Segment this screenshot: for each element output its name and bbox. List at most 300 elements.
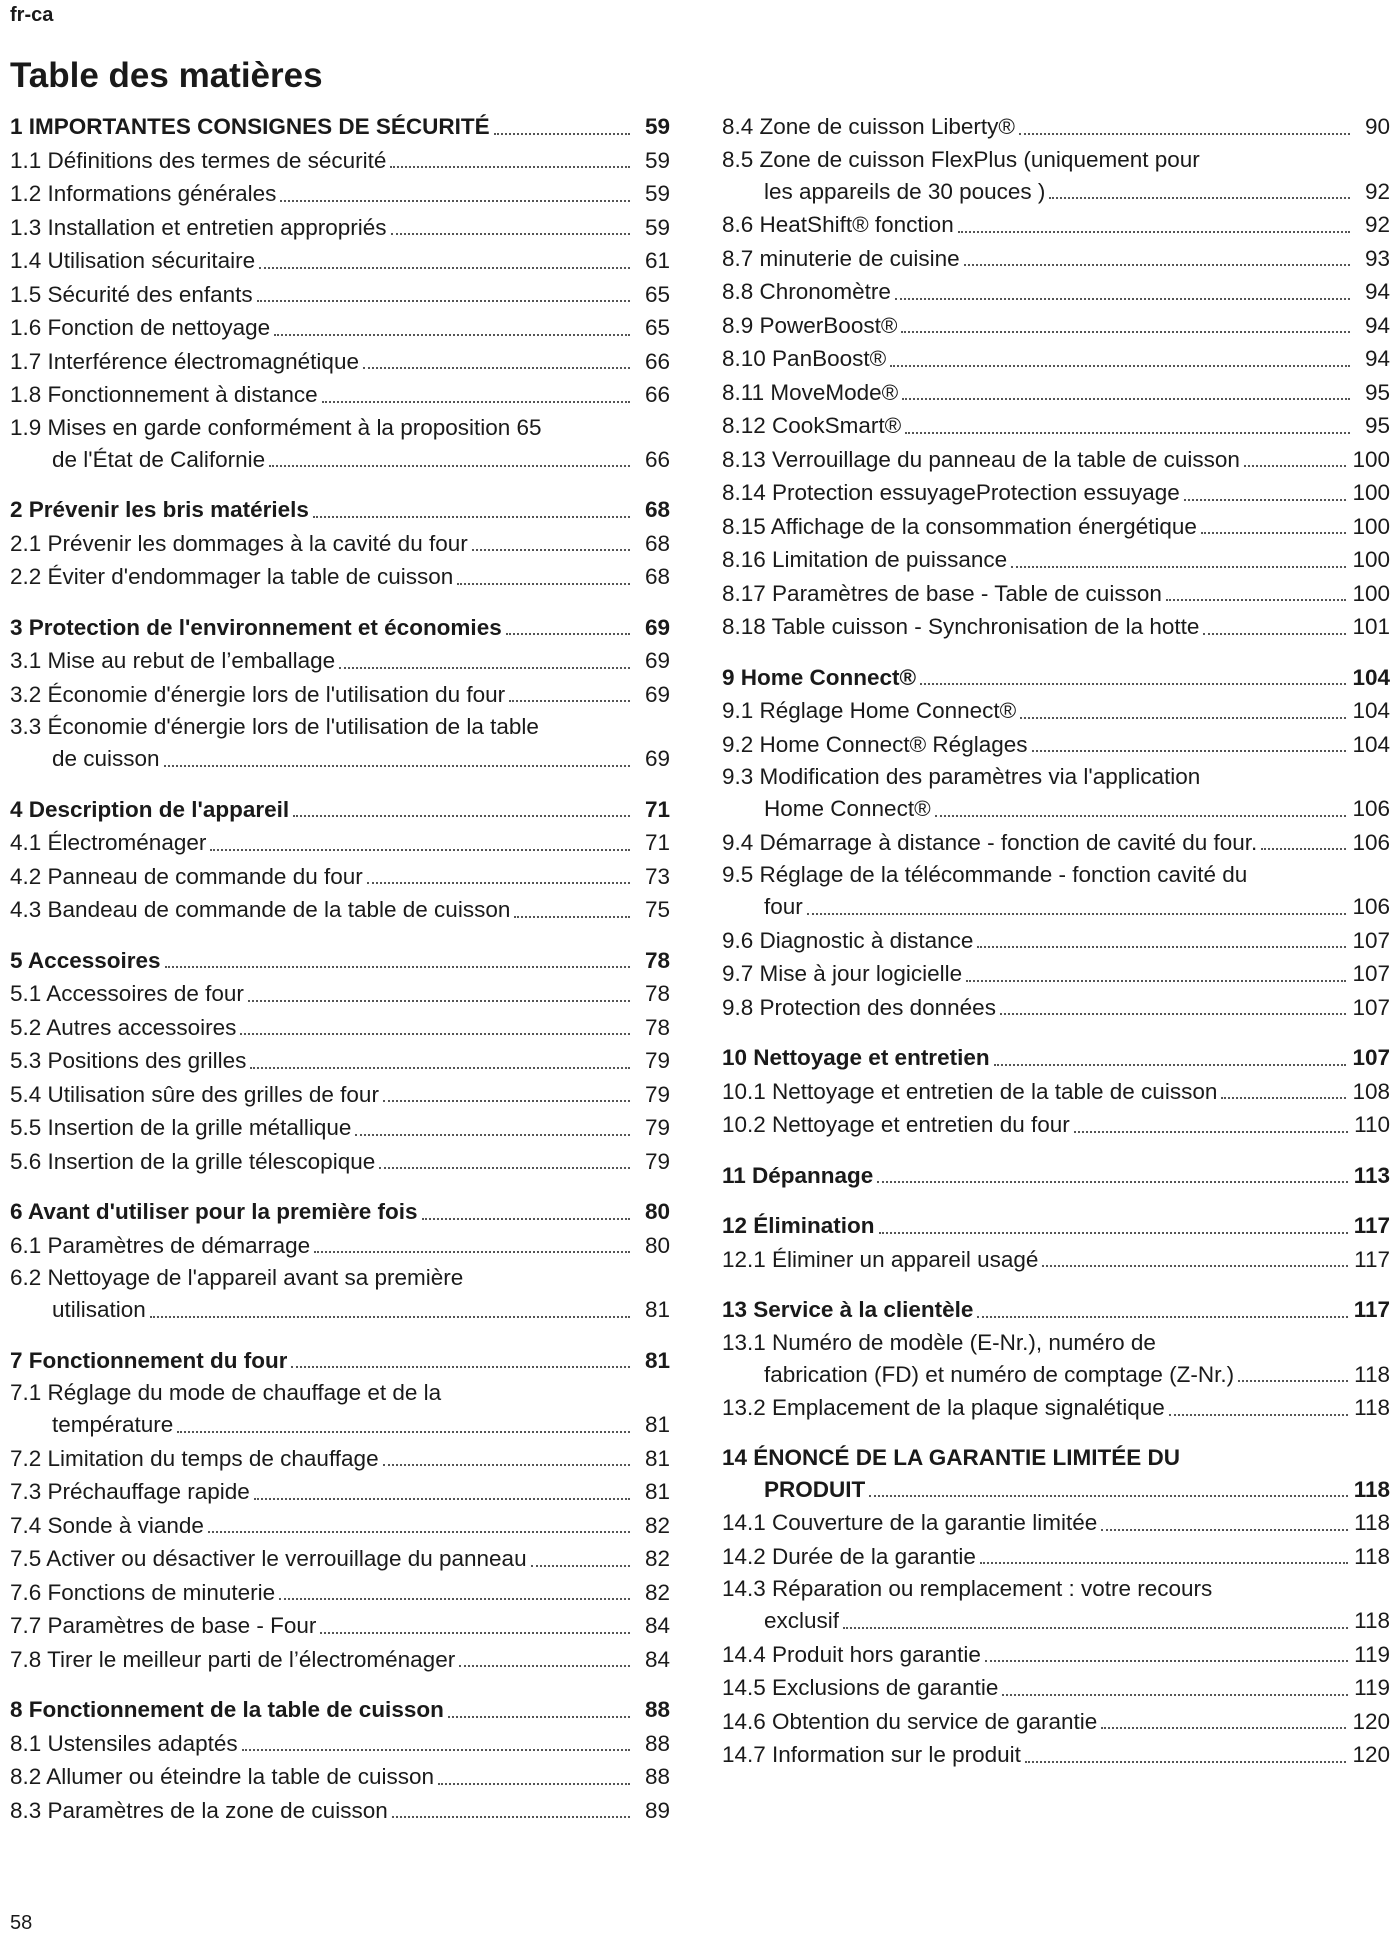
dot-leader [901, 331, 1350, 333]
toc-page-number: 119 [1354, 1675, 1390, 1700]
toc-entry[interactable] [10, 311, 670, 345]
dot-leader [459, 1665, 630, 1667]
toc-page-number: 59 [644, 114, 670, 139]
toc-entry-label: 9.1 Réglage Home Connect® [722, 698, 1017, 723]
toc-entry[interactable] [722, 694, 1390, 728]
toc-entry-label: 7.8 Tirer le meilleur parti de l’électroménager [10, 1646, 456, 1672]
toc-entry-label: 7.5 Activer ou désactiver le verrouillage du panneau [10, 1546, 527, 1571]
toc-entry-label-cont: de cuisson [52, 746, 160, 771]
toc-entry[interactable] [722, 761, 1390, 826]
toc-page-number: 118 [1354, 1361, 1390, 1387]
toc-entry[interactable] [10, 1609, 670, 1643]
toc-entry[interactable] [10, 644, 670, 678]
toc-section-entry[interactable] [10, 110, 670, 144]
dot-leader [150, 1316, 630, 1318]
toc-page-number: 92 [1364, 178, 1390, 204]
toc-entry[interactable] [722, 208, 1390, 242]
dot-leader [472, 549, 630, 551]
toc-page-number: 65 [644, 315, 670, 340]
toc-entry-label: 8.15 Affichage de la consommation énergétique [722, 513, 1197, 539]
toc-entry-label: 8.5 Zone de cuisson FlexPlus (uniquement pour [722, 146, 1200, 172]
toc-entry[interactable] [10, 211, 670, 245]
dot-leader [1221, 1097, 1346, 1099]
dot-leader [1101, 1529, 1348, 1531]
dot-leader [422, 1218, 630, 1220]
toc-page-number: 104 [1352, 731, 1390, 757]
toc-entry[interactable] [10, 1262, 670, 1327]
dot-leader [1169, 1414, 1348, 1416]
dot-leader [920, 683, 1346, 685]
toc-entry-label: 4.3 Bandeau de commande de la table de cuisson [10, 897, 511, 922]
toc-entry-label: 8 Fonctionnement de la table de cuisson [10, 1697, 444, 1722]
dot-leader [531, 1565, 630, 1567]
toc-entry-label: 8.13 Verrouillage du panneau de la table de cuisson [722, 446, 1240, 472]
toc-entry[interactable] [722, 409, 1390, 443]
toc-entry[interactable] [10, 1760, 670, 1794]
toc-entry-label: 8.2 Allumer ou éteindre la table de cuisson [10, 1764, 435, 1789]
toc-page-number: 69 [644, 746, 670, 771]
toc-page-number: 94 [1364, 346, 1390, 371]
toc-entry[interactable] [10, 1509, 670, 1543]
toc-entry-label: 1.9 Mises en garde conformément à la proposition 65 [10, 414, 542, 440]
toc-entry-label: 9 Home Connect® [722, 664, 917, 690]
dot-leader [1184, 499, 1347, 501]
toc-page-number: 110 [1354, 1112, 1390, 1137]
dot-leader [843, 1627, 1348, 1629]
toc-page-number: 104 [1352, 664, 1390, 690]
toc-entry-label: 8.8 Chronomètre [722, 279, 891, 304]
dot-leader [448, 1716, 630, 1718]
page-title: Table des matières [10, 56, 323, 95]
dot-leader [985, 1660, 1348, 1662]
dot-leader [977, 1316, 1347, 1318]
toc-entry-label: 7.1 Réglage du mode de chauffage et de la [10, 1380, 442, 1405]
toc-entry-label-cont: four [764, 894, 803, 919]
toc-entry[interactable] [722, 144, 1390, 209]
toc-entry-label: 8.6 HeatShift® fonction [722, 212, 954, 237]
toc-entry[interactable] [722, 1243, 1390, 1277]
toc-section-entry[interactable] [722, 1041, 1390, 1075]
toc-entry[interactable] [10, 1078, 670, 1112]
toc-entry-label-cont: température [52, 1412, 174, 1437]
toc-entry-label: 3 Protection de l'environnement et économies [10, 614, 502, 640]
dot-leader [494, 133, 630, 135]
toc-entry[interactable] [722, 610, 1390, 644]
toc-entry[interactable] [722, 991, 1390, 1025]
dot-leader [291, 1366, 630, 1368]
toc-entry[interactable] [10, 1576, 670, 1610]
toc-page-number: 101 [1352, 614, 1390, 639]
toc-page-number: 118 [1354, 1510, 1390, 1535]
toc-page-number: 69 [644, 614, 670, 640]
dot-leader [208, 1531, 630, 1533]
toc-entry[interactable] [722, 476, 1390, 510]
dot-leader [895, 298, 1350, 300]
toc-entry-label: 1.8 Fonctionnement à distance [10, 382, 318, 407]
toc-entry-label-cont: les appareils de 30 pouces ) [764, 178, 1046, 204]
toc-entry[interactable] [722, 275, 1390, 309]
toc-entry-label: 14.7 Information sur le produit [722, 1742, 1021, 1767]
toc-entry[interactable] [722, 1573, 1390, 1638]
toc-entry[interactable] [10, 977, 670, 1011]
toc-entry[interactable] [10, 1542, 670, 1576]
toc-entry[interactable] [722, 1327, 1390, 1392]
dot-leader [383, 1100, 630, 1102]
toc-page-number: 94 [1364, 312, 1390, 338]
toc-page-number: 107 [1352, 1045, 1390, 1070]
toc-entry-label: 1 IMPORTANTES CONSIGNES DE SÉCURITÉ [10, 114, 490, 139]
toc-page-number: 78 [644, 1014, 670, 1040]
toc-entry[interactable] [722, 1391, 1390, 1425]
toc-entry-label-cont: exclusif [764, 1608, 840, 1633]
toc-page-number: 88 [644, 1697, 670, 1722]
toc-section-entry[interactable] [10, 493, 670, 527]
toc-entry-label: 14.1 Couverture de la garantie limitée [722, 1510, 1098, 1535]
page-number: 58 [10, 1912, 33, 1934]
toc-page-number: 118 [1354, 1543, 1390, 1569]
toc-page-number: 119 [1354, 1641, 1390, 1667]
toc-entry[interactable] [10, 893, 670, 927]
toc-page-number: 100 [1352, 446, 1390, 472]
toc-section-entry[interactable] [10, 611, 670, 645]
dot-leader [1042, 1265, 1348, 1267]
toc-entry[interactable] [722, 1705, 1390, 1739]
dot-leader [869, 1495, 1347, 1497]
dot-leader [242, 1749, 630, 1751]
toc-page-number: 113 [1353, 1162, 1390, 1188]
dot-leader [935, 815, 1347, 817]
toc-entry-label: 3.1 Mise au rebut de l’emballage [10, 648, 336, 673]
toc-entry[interactable] [722, 728, 1390, 762]
toc-entry-label: 8.3 Paramètres de la zone de cuisson [10, 1797, 388, 1823]
dot-leader [1020, 717, 1346, 719]
toc-entry[interactable] [722, 924, 1390, 958]
toc-entry[interactable] [10, 1011, 670, 1045]
toc-entry-label: 8.11 MoveMode® [722, 379, 899, 405]
dot-leader [339, 667, 630, 669]
toc-page-number: 84 [644, 1613, 670, 1638]
dot-leader [313, 516, 630, 518]
toc-entry-label: 12.1 Éliminer un appareil usagé [722, 1246, 1039, 1272]
dot-leader [980, 1562, 1348, 1564]
dot-leader [392, 1816, 630, 1818]
toc-entry-label: 1.4 Utilisation sécuritaire [10, 248, 256, 273]
toc-page-number: 107 [1352, 927, 1390, 953]
dot-leader [293, 815, 630, 817]
toc-entry-label: 14 ÉNONCÉ DE LA GARANTIE LIMITÉE DU [722, 1444, 1180, 1470]
dot-leader [1074, 1131, 1348, 1133]
toc-entry[interactable] [722, 577, 1390, 611]
toc-section-entry[interactable] [722, 1442, 1390, 1507]
toc-page-number: 106 [1352, 829, 1390, 855]
toc-entry-label: 1.5 Sécurité des enfants [10, 281, 253, 307]
dot-leader [1032, 750, 1347, 752]
toc-entry-label: 14.4 Produit hors garantie [722, 1641, 981, 1667]
toc-entry-label: 3.3 Économie d'énergie lors de l'utilisation de la table [10, 714, 539, 739]
toc-entry[interactable] [10, 278, 670, 312]
dot-leader [438, 1783, 630, 1785]
toc-entry[interactable] [722, 242, 1390, 276]
dot-leader [320, 1632, 630, 1634]
toc-entry-label: 5.2 Autres accessoires [10, 1014, 237, 1040]
toc-page-number: 95 [1364, 413, 1390, 438]
toc-entry[interactable] [10, 711, 670, 776]
toc-entry-label: 8.4 Zone de cuisson Liberty® [722, 114, 1015, 139]
toc-entry-label-cont: fabrication (FD) et numéro de comptage (Z-Nr.) [764, 1361, 1235, 1387]
toc-entry-label: 9.3 Modification des paramètres via l'application [722, 764, 1201, 789]
toc-entry-label: 2 Prévenir les bris matériels [10, 497, 309, 522]
toc-page-number: 59 [644, 214, 670, 240]
toc-entry[interactable] [10, 1044, 670, 1078]
toc-entry[interactable] [722, 510, 1390, 544]
toc-entry-label: 1.1 Définitions des termes de sécurité [10, 147, 387, 173]
toc-entry-label: 14.3 Réparation ou remplacement : votre recours [722, 1576, 1213, 1601]
toc-entry-label: 1.2 Informations générales [10, 181, 277, 206]
toc-section-entry[interactable] [10, 1344, 670, 1378]
toc-page-number: 66 [644, 382, 670, 407]
toc-entry[interactable] [10, 378, 670, 412]
dot-leader [391, 233, 631, 235]
toc-entry-label: 4 Description de l'appareil [10, 796, 290, 822]
dot-leader [506, 633, 630, 635]
dot-leader [1201, 532, 1347, 534]
toc-section-entry[interactable] [10, 1693, 670, 1727]
toc-entry-label: 2.1 Prévenir les dommages à la cavité du four [10, 530, 468, 556]
toc-entry[interactable] [722, 543, 1390, 577]
dot-leader [1244, 465, 1347, 467]
dot-leader [1261, 848, 1346, 850]
toc-entry[interactable] [10, 1145, 670, 1179]
toc-entry-label: 1.7 Interférence électromagnétique [10, 348, 359, 374]
toc-page-number: 61 [644, 248, 670, 273]
toc-entry[interactable] [10, 1475, 670, 1509]
toc-page-number: 79 [644, 1081, 670, 1107]
toc-entry[interactable] [722, 1108, 1390, 1142]
toc-entry[interactable] [10, 1377, 670, 1442]
toc-entry[interactable] [722, 1540, 1390, 1574]
toc-entry-label: 7.6 Fonctions de minuterie [10, 1579, 276, 1605]
toc-entry-label: 13.2 Emplacement de la plaque signalétique [722, 1395, 1165, 1420]
toc-entry-label: 7.7 Paramètres de base - Four [10, 1613, 317, 1638]
toc-page-number: 75 [644, 897, 670, 922]
toc-entry-label: 11 Dépannage [722, 1162, 874, 1188]
toc-entry[interactable] [722, 1738, 1390, 1772]
toc-entry[interactable] [722, 1075, 1390, 1109]
toc-entry-label: 8.16 Limitation de puissance [722, 547, 1008, 572]
toc-entry[interactable] [722, 1671, 1390, 1705]
toc-right-column [722, 110, 1390, 1772]
dot-leader [355, 1134, 630, 1136]
toc-entry-label: 12 Élimination [722, 1213, 875, 1238]
toc-page-number: 118 [1353, 1476, 1390, 1502]
toc-page-number: 120 [1352, 1708, 1390, 1734]
toc-page-number: 71 [644, 796, 670, 822]
dot-leader [269, 465, 630, 467]
toc-entry-label: 8.10 PanBoost® [722, 346, 887, 371]
toc-entry-label: 5.4 Utilisation sûre des grilles de four [10, 1081, 379, 1107]
toc-entry-label: 8.1 Ustensiles adaptés [10, 1730, 238, 1756]
toc-page-number: 79 [644, 1048, 670, 1073]
dot-leader [165, 966, 630, 968]
toc-entry-label: 8.12 CookSmart® [722, 413, 902, 438]
dot-leader [807, 913, 1347, 915]
toc-section-entry[interactable] [722, 661, 1390, 695]
dot-leader [1025, 1761, 1347, 1763]
toc-entry-label: 1.6 Fonction de nettoyage [10, 315, 271, 340]
toc-page-number: 118 [1354, 1608, 1390, 1633]
toc-entry-label: 4.2 Panneau de commande du four [10, 863, 363, 889]
toc-entry-label-cont: utilisation [52, 1297, 146, 1322]
toc-page-number: 117 [1353, 1213, 1390, 1238]
toc-entry-label: 8.7 minuterie de cuisine [722, 245, 960, 271]
dot-leader [248, 1000, 630, 1002]
toc-section-entry[interactable] [10, 793, 670, 827]
dot-leader [890, 365, 1350, 367]
toc-entry[interactable] [722, 376, 1390, 410]
toc-left-column [10, 110, 670, 1827]
toc-entry[interactable] [10, 1229, 670, 1263]
toc-page-number: 81 [644, 1445, 670, 1471]
dot-leader [250, 1067, 630, 1069]
toc-entry-label: 9.7 Mise à jour logicielle [722, 961, 963, 986]
toc-page-number: 78 [644, 981, 670, 1006]
dot-leader [383, 1464, 630, 1466]
toc-entry[interactable] [10, 1794, 670, 1828]
dot-leader [902, 398, 1350, 400]
toc-page-number: 82 [644, 1512, 670, 1538]
toc-page-number: 79 [644, 1115, 670, 1140]
dot-leader [1166, 599, 1347, 601]
toc-entry[interactable] [10, 560, 670, 594]
toc-entry[interactable] [10, 826, 670, 860]
dot-leader [1019, 133, 1350, 135]
dot-leader [1049, 197, 1350, 199]
toc-entry-label-cont: PRODUIT [764, 1476, 866, 1502]
toc-page-number: 66 [644, 446, 670, 472]
toc-entry-label: 10 Nettoyage et entretien [722, 1045, 990, 1070]
toc-entry[interactable] [722, 957, 1390, 991]
toc-entry-label: 7 Fonctionnement du four [10, 1347, 288, 1373]
dot-leader [509, 700, 630, 702]
toc-entry-label: 14.2 Durée de la garantie [722, 1543, 976, 1569]
toc-entry[interactable] [722, 1638, 1390, 1672]
toc-page-number: 78 [644, 947, 670, 973]
toc-entry[interactable] [10, 1727, 670, 1761]
toc-page-number: 118 [1354, 1395, 1390, 1420]
toc-entry[interactable] [722, 443, 1390, 477]
toc-entry-label: 13.1 Numéro de modèle (E-Nr.), numéro de [722, 1329, 1156, 1355]
toc-page-number: 93 [1364, 245, 1390, 271]
toc-entry[interactable] [722, 342, 1390, 376]
toc-entry[interactable] [10, 527, 670, 561]
toc-entry-label: 9.6 Diagnostic à distance [722, 927, 974, 953]
dot-leader [314, 1251, 630, 1253]
toc-entry[interactable] [10, 1111, 670, 1145]
toc-page-number: 94 [1364, 279, 1390, 304]
toc-page-number: 89 [644, 1797, 670, 1823]
toc-page-number: 65 [644, 281, 670, 307]
toc-entry[interactable] [722, 309, 1390, 343]
toc-entry-label: 8.17 Paramètres de base - Table de cuisson [722, 580, 1162, 606]
toc-page-number: 81 [644, 1412, 670, 1437]
toc-entry[interactable] [10, 177, 670, 211]
toc-section-entry[interactable] [10, 1195, 670, 1229]
dot-leader [210, 849, 630, 851]
dot-leader [177, 1431, 630, 1433]
toc-page-number: 59 [644, 181, 670, 206]
toc-page-number: 73 [644, 863, 670, 889]
toc-entry-label-cont: Home Connect® [764, 796, 931, 821]
toc-entry-label: 7.2 Limitation du temps de chauffage [10, 1445, 379, 1471]
toc-entry-label: 10.2 Nettoyage et entretien du four [722, 1112, 1070, 1137]
toc-entry-label: 2.2 Éviter d'endommager la table de cuisson [10, 564, 454, 589]
toc-page-number: 104 [1352, 698, 1390, 723]
toc-section-entry[interactable] [10, 944, 670, 978]
toc-entry[interactable] [10, 244, 670, 278]
toc-entry-label: 7.3 Préchauffage rapide [10, 1479, 250, 1504]
toc-entry-label: 8.9 PowerBoost® [722, 312, 898, 338]
dot-leader [240, 1033, 630, 1035]
toc-page-number: 100 [1352, 480, 1390, 505]
toc-page-number: 59 [644, 147, 670, 173]
dot-leader [1000, 1013, 1347, 1015]
toc-entry[interactable] [10, 1442, 670, 1476]
dot-leader [279, 1598, 630, 1600]
toc-page-number: 80 [644, 1199, 670, 1224]
dot-leader [363, 367, 630, 369]
dot-leader [379, 1167, 630, 1169]
toc-entry-label: 14.6 Obtention du service de garantie [722, 1708, 1098, 1734]
toc-entry-label-cont: de l'État de Californie [52, 446, 266, 472]
toc-entry[interactable] [722, 859, 1390, 924]
dot-leader [164, 765, 630, 767]
toc-entry[interactable] [10, 144, 670, 178]
toc-entry-label: 6 Avant d'utiliser pour la première fois [10, 1199, 418, 1224]
toc-page-number: 107 [1352, 961, 1390, 986]
toc-page-number: 106 [1352, 796, 1390, 821]
toc-section-entry[interactable] [722, 1159, 1390, 1193]
toc-entry[interactable] [10, 1643, 670, 1677]
toc-entry-label: 7.4 Sonde à viande [10, 1512, 204, 1538]
toc-section-entry[interactable] [722, 1209, 1390, 1243]
dot-leader [994, 1064, 1347, 1066]
toc-entry[interactable] [722, 1506, 1390, 1540]
toc-entry[interactable] [722, 110, 1390, 144]
toc-entry[interactable] [10, 860, 670, 894]
toc-entry[interactable] [10, 345, 670, 379]
toc-page-number: 107 [1352, 994, 1390, 1020]
toc-entry[interactable] [10, 412, 670, 477]
toc-entry-label: 9.8 Protection des données [722, 994, 996, 1020]
dot-leader [280, 200, 630, 202]
toc-entry[interactable] [10, 678, 670, 712]
toc-entry-label: 6.1 Paramètres de démarrage [10, 1232, 311, 1258]
toc-page-number: 66 [644, 348, 670, 374]
toc-page-number: 92 [1364, 212, 1390, 237]
dot-leader [322, 401, 630, 403]
toc-entry[interactable] [722, 826, 1390, 860]
toc-entry-label: 6.2 Nettoyage de l'appareil avant sa première [10, 1265, 464, 1290]
dot-leader [259, 267, 630, 269]
toc-entry-label: 5.3 Positions des grilles [10, 1048, 247, 1073]
dot-leader [1101, 1727, 1346, 1729]
toc-entry-label: 5.5 Insertion de la grille métallique [10, 1115, 352, 1140]
toc-entry-label: 9.2 Home Connect® Réglages [722, 731, 1028, 757]
toc-page-number: 106 [1352, 894, 1390, 919]
toc-entry-label: 14.5 Exclusions de garantie [722, 1675, 999, 1700]
toc-section-entry[interactable] [722, 1293, 1390, 1327]
toc-page-number: 108 [1352, 1078, 1390, 1104]
